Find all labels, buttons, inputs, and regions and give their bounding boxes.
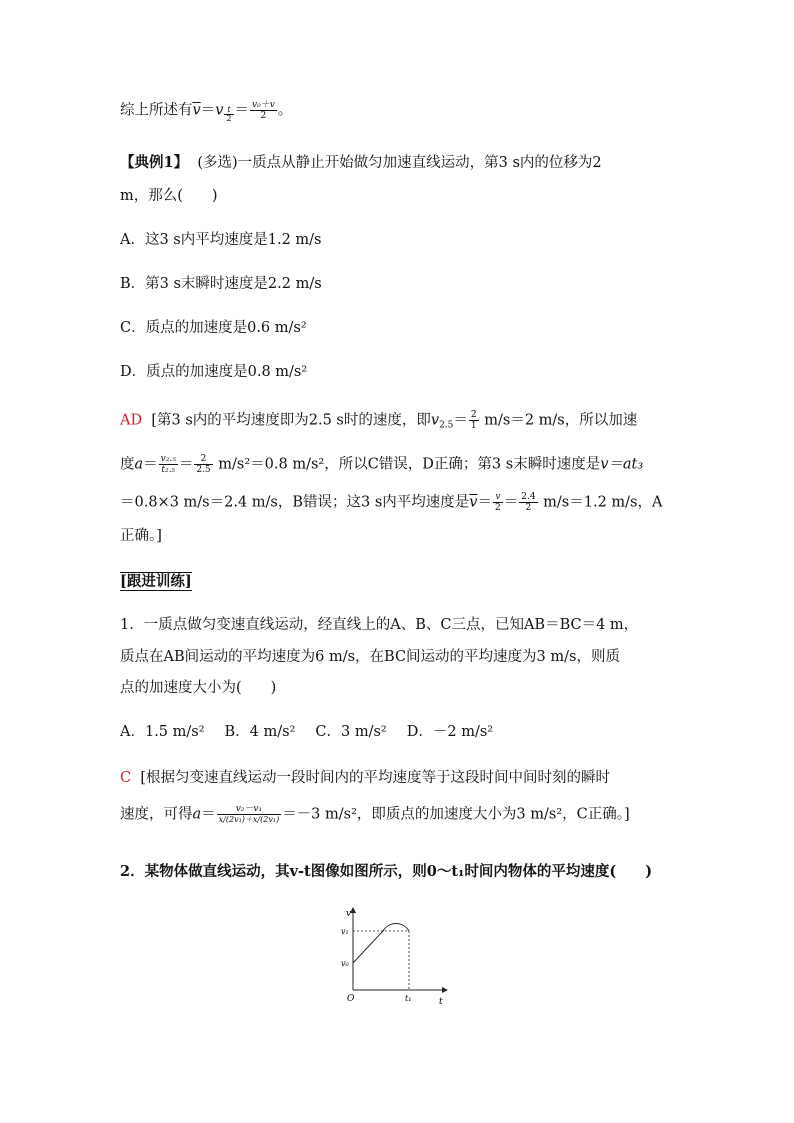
v-symbol: v bbox=[430, 412, 440, 429]
frac-den: x/(2v₁)＋x/(2v₁) bbox=[218, 815, 280, 824]
solution1-line2 bbox=[120, 454, 643, 475]
sol-text: [根据匀变速直线运动一段时间内的平均速度等于这段时间中间时刻的瞬时 bbox=[140, 770, 610, 786]
q1-option-b: B．4 m/s² bbox=[224, 724, 296, 740]
option-c: C．质点的加速度是0.6 m/s² bbox=[120, 320, 307, 336]
fraction bbox=[469, 410, 479, 431]
solution1-line3 bbox=[120, 492, 662, 513]
equals: ＝ bbox=[143, 456, 158, 473]
frac-num: v₂.₅ bbox=[160, 454, 176, 464]
answer: C bbox=[120, 770, 132, 786]
option-b: B．第3 s末瞬时速度是2.2 m/s bbox=[120, 276, 322, 292]
v-symbol: v bbox=[215, 102, 224, 119]
x-axis-label: t bbox=[439, 997, 443, 1007]
q1-option-d: D．－2 m/s² bbox=[406, 724, 494, 740]
sol-text: m/s＝2 m/s，所以加速 bbox=[479, 412, 638, 429]
sol-text: 度 bbox=[120, 456, 135, 473]
q1-option-c: C．3 m/s² bbox=[315, 724, 387, 740]
t1-label: t₁ bbox=[405, 994, 412, 1003]
sol-text: m/s＝1.2 m/s，A bbox=[538, 494, 663, 511]
fraction bbox=[194, 454, 212, 475]
frac-num: v₂－v₁ bbox=[217, 804, 282, 815]
training-tag-text: [跟进训练] bbox=[120, 573, 192, 590]
solution1-line4: 正确。] bbox=[120, 528, 162, 544]
frac-den: 2 bbox=[525, 503, 532, 513]
v-bar-symbol: $\overline{v}$ bbox=[469, 494, 478, 511]
fraction bbox=[217, 804, 282, 825]
equals: ＝ bbox=[178, 456, 194, 473]
frac-num: v₀＋v bbox=[252, 100, 275, 110]
frac-num: 2.4 bbox=[521, 492, 536, 502]
q1-line3: 点的加速度大小为( ) bbox=[120, 680, 277, 696]
sub-den: 2 bbox=[226, 113, 232, 123]
frac-den: t₂.₅ bbox=[161, 465, 176, 475]
fraction bbox=[493, 492, 503, 513]
equals: ＝ bbox=[477, 494, 492, 511]
sol-text: [第3 s内的平均速度即为2.5 s时的速度，即 bbox=[151, 412, 431, 429]
frac-den: 2 bbox=[260, 111, 267, 121]
vt-graph bbox=[335, 905, 455, 1015]
fraction bbox=[519, 492, 537, 513]
training-tag bbox=[120, 572, 192, 592]
sol-text: ＝－3 m/s²，即质点的加速度大小为3 m/s²，C正确。] bbox=[282, 806, 630, 823]
origin-label: O bbox=[347, 994, 355, 1004]
solution1-line1 bbox=[120, 410, 637, 436]
frac-num: 2 bbox=[194, 454, 212, 465]
example1-stem-line1 bbox=[120, 153, 602, 173]
option-a: A．这3 s内平均速度是1.2 m/s bbox=[120, 232, 322, 248]
frac-den: 2 bbox=[495, 503, 501, 513]
example1-stem-line2: m，那么( ) bbox=[120, 188, 218, 204]
sol-text: m/s²＝0.8 m/s²，所以C错误，D正确；第3 s末瞬时速度是 bbox=[213, 456, 601, 473]
sol-formula: v＝at₃ bbox=[600, 456, 644, 473]
frac-num: v bbox=[493, 492, 503, 503]
q1-solution-line1 bbox=[120, 768, 610, 788]
q1-line2: 质点在AB间运动的平均速度为6 m/s，在BC间运动的平均速度为3 m/s，则质 bbox=[120, 649, 620, 665]
vt-curve bbox=[353, 924, 409, 964]
fraction bbox=[159, 454, 178, 475]
sol-text: ＝0.8×3 m/s＝2.4 m/s，B错误；这3 s内平均速度是 bbox=[120, 494, 470, 511]
summary-prefix: 综上所述有 bbox=[120, 102, 193, 119]
stem-text: (多选)一质点从静止开始做匀加速直线运动，第3 s内的位移为2 bbox=[197, 155, 602, 171]
equals: ＝ bbox=[234, 102, 249, 119]
equals: ＝ bbox=[503, 494, 519, 511]
example-tag: 【典例1】 bbox=[120, 154, 189, 171]
equals: ＝ bbox=[453, 412, 468, 429]
summary-line bbox=[120, 100, 292, 123]
v1-label: v₁ bbox=[341, 927, 349, 936]
frac-den: 1 bbox=[470, 421, 477, 431]
subscript-fraction bbox=[224, 106, 233, 123]
sol-text: 速度，可得 bbox=[120, 806, 193, 823]
frac-den: 2.5 bbox=[196, 465, 211, 475]
sub-num: t bbox=[224, 106, 233, 115]
avg-fraction bbox=[250, 100, 277, 121]
subscript: 2.5 bbox=[439, 420, 454, 431]
frac-num: 2 bbox=[470, 410, 477, 420]
q2-text: 2．某物体做直线运动，其v-t图像如图所示，则0～t₁时间内物体的平均速度( ) bbox=[120, 863, 653, 880]
equals: ＝ bbox=[200, 102, 216, 119]
y-axis-label: v bbox=[346, 909, 352, 919]
q1-option-a: A．1.5 m/s² bbox=[120, 724, 205, 740]
a-symbol: a bbox=[134, 456, 144, 473]
q1-solution-line2 bbox=[120, 804, 630, 825]
v-bar-symbol: $\overline{v}$ bbox=[192, 102, 201, 119]
q1-line1: 1．一质点做匀变速直线运动，经直线上的A、B、C三点，已知AB＝BC＝4 m， bbox=[120, 617, 639, 633]
a-symbol: a bbox=[192, 806, 202, 823]
option-d: D．质点的加速度是0.8 m/s² bbox=[120, 364, 308, 380]
equals: ＝ bbox=[201, 806, 216, 823]
v0-label: v₀ bbox=[341, 959, 349, 968]
answer: AD bbox=[120, 412, 143, 429]
q1-options bbox=[120, 722, 493, 742]
period: 。 bbox=[277, 102, 293, 119]
